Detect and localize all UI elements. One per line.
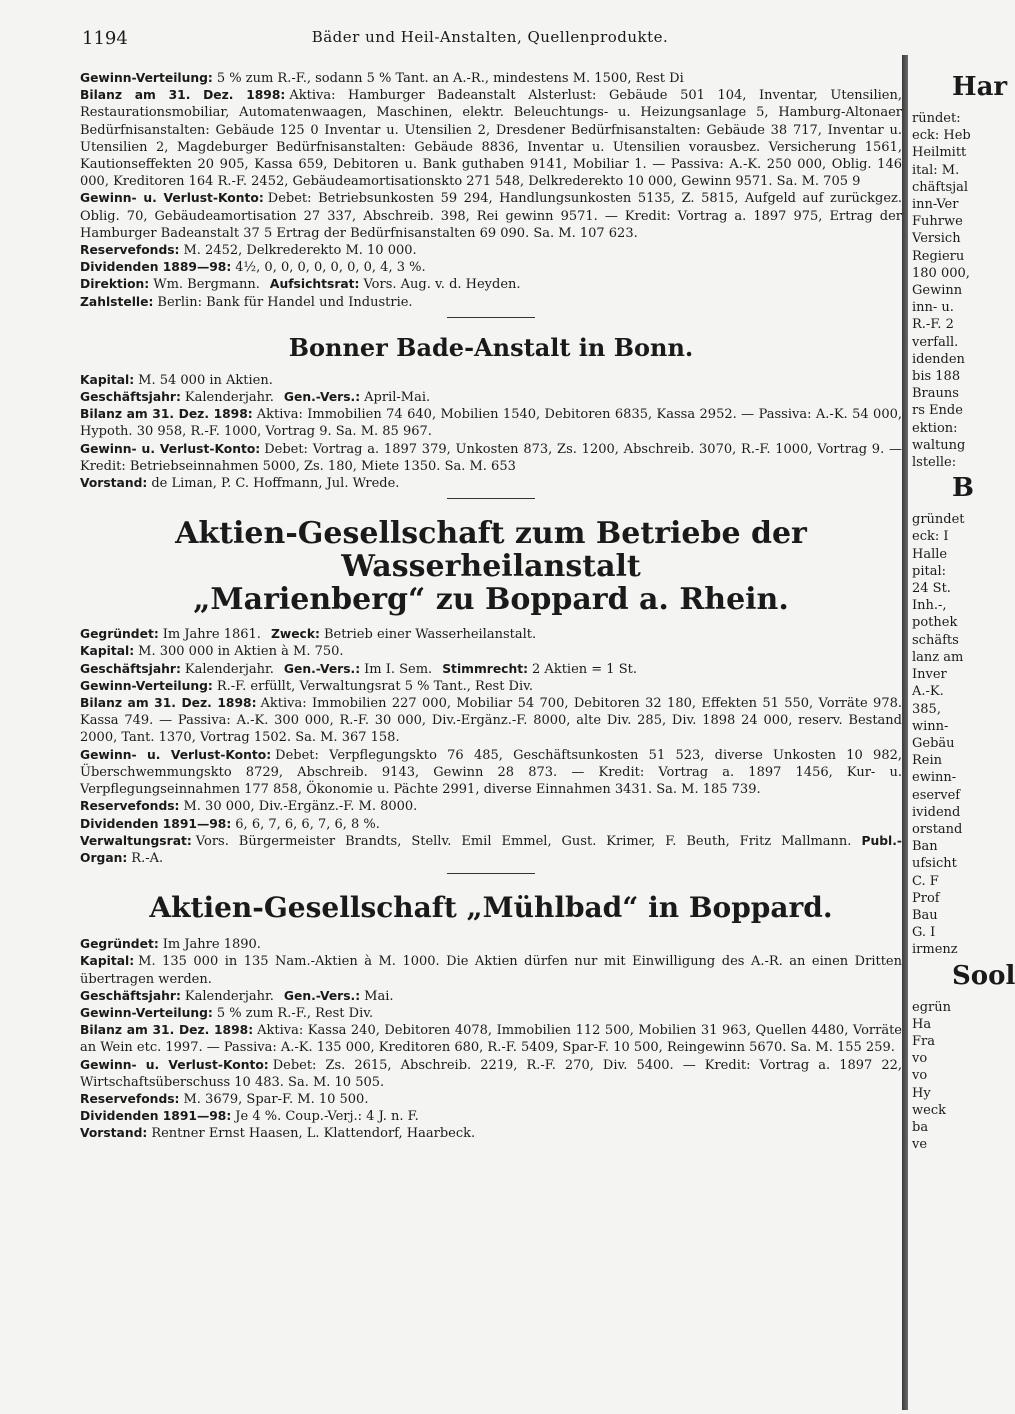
facing-page-fragment: 24 St. <box>912 581 951 597</box>
facing-page-fragment: B <box>952 473 974 504</box>
company-title-line-1: Aktien-Gesellschaft zum Betriebe der Wasserheilanstalt <box>175 516 807 585</box>
dividenden: Dividenden 1889—98: 4½, 0, 0, 0, 0, 0, 0, 0, 4, 3 %. <box>80 260 426 276</box>
facing-page-fragment: Sool <box>952 960 1015 991</box>
gewinn-verteilung: Gewinn-Verteilung: 5 % zum R.-F., sodann 5 % Tant. an A.-R., mindestens M. 1500, Rest Di <box>80 71 684 86</box>
facing-page-fragment: 180 000, <box>912 265 970 281</box>
facing-page-fragment: ividend <box>912 804 961 820</box>
section-divider <box>447 317 535 318</box>
facing-page-fragment: verfall. <box>912 334 959 350</box>
facing-page-fragment: irmenz <box>912 942 958 958</box>
facing-page-fragment: Versich <box>912 231 961 247</box>
previous-company-entry <box>80 70 902 318</box>
facing-page-fragment: lstelle: <box>912 455 957 471</box>
facing-page-fragment: ufsicht <box>912 856 957 872</box>
facing-page-fragment: lanz am <box>912 649 964 665</box>
facing-page-fragment: Rein <box>912 753 943 769</box>
facing-page-fragments <box>912 70 1015 1410</box>
geschaeftsjahr: Geschäftsjahr: Kalenderjahr. Gen.-Vers.: Im I. Sem. Stimmrecht: 2 Aktien = 1 St. <box>80 661 637 677</box>
reservefonds: Reservefonds: M. 3679, Spar-F. M. 10 500. <box>80 1091 369 1107</box>
facing-page-fragment: vo <box>912 1068 928 1084</box>
facing-page-fragment: inn-Ver <box>912 197 959 213</box>
facing-page-fragment: schäfts <box>912 632 959 648</box>
dividenden: Dividenden 1891—98: Je 4 %. Coup.-Verj.: 4 J. n. F. <box>80 1109 419 1125</box>
muehlbad-entry <box>80 892 902 1142</box>
gewinn-verlust-konto: Gewinn- u. Verlust-Konto: Debet: Verpflegungskto 76 485, Geschäftsunkosten 51 523, diverse Unkosten 10 982, Überschwemmungskto 8729, Abschreib. 9143, Gewinn 28 873. — Kredit: Vortrag a. 1897 1456, Kur- u. Verpflegungseinnahmen 177 858, Ökonomie u. Pächte 2991, diverse Einnahmen 3431. Sa. M. 185 739. <box>80 747 902 798</box>
facing-page-fragment: weck <box>912 1102 946 1118</box>
facing-page-fragment: inn- u. <box>912 300 954 316</box>
facing-page-fragment: chäftsjal <box>912 179 969 195</box>
facing-page-fragment: Ban <box>912 839 938 855</box>
page-gutter <box>902 55 908 1410</box>
facing-page-fragment: Gebäu <box>912 735 955 751</box>
page-header <box>82 28 898 54</box>
bonner-bade-anstalt-entry <box>80 334 902 499</box>
facing-page-fragment: eservef <box>912 787 961 803</box>
facing-page-fragment: bis 188 <box>912 369 961 385</box>
facing-page-fragment: ba <box>912 1119 929 1135</box>
facing-page-fragment: orstand <box>912 821 963 837</box>
kapital: Kapital: M. 135 000 in 135 Nam.-Aktien à M. 1000. Die Aktien dürfen nur mit Einwilligung des A.-R. an einen Dritten übertragen werden. <box>80 954 902 987</box>
bilanz: Bilanz am 31. Dez. 1898: Aktiva: Immobilien 74 640, Mobilien 1540, Debitoren 6835, Kassa 2952. — Passiva: A.-K. 54 000, Hypoth. 30 958, R.-F. 1000, Vortrag 9. Sa. M. 85 967. <box>80 407 902 440</box>
facing-page-fragment: pothek <box>912 615 958 631</box>
facing-page-fragment: Hy <box>912 1085 931 1101</box>
facing-page-fragment: waltung <box>912 437 966 453</box>
gewinn-verlust-konto: Gewinn- u. Verlust-Konto: Debet: Vortrag a. 1897 379, Unkosten 873, Zs. 1200, Abschreib. 3070, R.-F. 1000, Vortrag 9. — Kredit: Betriebseinnahmen 5000, Zs. 180, Miete 1350. Sa. M. 653 <box>80 441 902 474</box>
reservefonds: Reservefonds: M. 2452, Delkrederekto M. 10 000. <box>80 243 417 259</box>
zahlstelle: Zahlstelle: Berlin: Bank für Handel und Industrie. <box>80 294 413 310</box>
gewinn-verteilung: Gewinn-Verteilung: 5 % zum R.-F., Rest Div. <box>80 1005 374 1021</box>
facing-page-fragment: egrün <box>912 999 951 1015</box>
vorstand: Vorstand: de Liman, P. C. Hoffmann, Jul. Wrede. <box>80 476 400 492</box>
facing-page-fragment: Har <box>952 72 1008 102</box>
direktion: Direktion: Wm. Bergmann. Aufsichtsrat: Vors. Aug. v. d. Heyden. <box>80 277 521 293</box>
bilanz: Bilanz am 31. Dez. 1898: Aktiva: Hamburger Badeanstalt Alsterlust: Gebäude 501 104, Inventar, Utensilien, Restaurationsmobiliar, Automatenwaagen, Maschinen, elektr. Beleuchtungs- u. Heizungsanlage 5, Hamburg-Altonaer Bedürfnisanstalten: Gebäude 125 0 Inventar u. Utensilien 2, Dresdener Bedürfnisanstalten: Gebäude 38 717, Inventar u. Utensilien 2, Magdeburger Bedürfnisanstalten: Gebäude 8836, Inventar u. Utensilien vorausbez. Versicherung 1561, Kautionseffekten 20 905, Kassa 659, Debitoren u. Bank guthaben 9141, Mobiliar 1. — Passiva: A.-K. 250 000, Oblig. 146 000, Kreditoren 164 R.-F. 2452, Gebäudeamortisationskto 271 548, Delkrederekto 10 000, Gewinn 9571. Sa. M. 705 9 <box>80 88 902 190</box>
facing-page-fragment: Halle <box>912 546 948 562</box>
facing-page-fragment: Gewinn <box>912 283 963 299</box>
bilanz: Bilanz am 31. Dez. 1898: Aktiva: Kassa 240, Debitoren 4078, Immobilien 112 500, Mobilien 31 963, Quellen 4480, Vorräte an Wein etc. 1997. — Passiva: A.-K. 135 000, Kreditoren 680, R.-F. 5409, Spar-F. 10 500, Reingewinn 5670. Sa. M. 155 259. <box>80 1023 902 1056</box>
facing-page-fragment: R.-F. 2 <box>912 317 954 333</box>
facing-page-fragment: Fuhrwe <box>912 214 963 230</box>
facing-page-fragment: rs Ende <box>912 403 963 419</box>
marienberg-entry <box>80 517 902 874</box>
gegruendet: Gegründet: Im Jahre 1861. Zweck: Betrieb einer Wasserheilanstalt. <box>80 627 537 643</box>
running-head: Bäder und Heil-Anstalten, Quellenprodukte. <box>311 28 669 46</box>
section-divider <box>447 873 535 874</box>
facing-page-fragment: 385, <box>912 701 941 717</box>
facing-page-fragment: A.-K. <box>912 684 944 700</box>
geschaeftsjahr: Geschäftsjahr: Kalenderjahr. Gen.-Vers.: Mai. <box>80 988 394 1004</box>
facing-page-fragment: Inh.-, <box>912 598 947 614</box>
facing-page-fragment: vo <box>912 1051 928 1067</box>
kapital: Kapital: M. 300 000 in Aktien à M. 750. <box>80 644 344 660</box>
facing-page-fragment: winn- <box>912 718 949 734</box>
company-title-line-2: „Marienberg“ zu Boppard a. Rhein. <box>193 582 789 618</box>
bilanz: Bilanz am 31. Dez. 1898: Aktiva: Immobilien 227 000, Mobiliar 54 700, Debitoren 32 180, Effekten 51 550, Vorräte 978. Kassa 749. — Passiva: A.-K. 300 000, R.-F. 30 000, Div.-Ergänz.-F. 8000, alte Div. 285, Div. 1898 24 000, reserv. Bestand 2000, Tant. 1370, Vortrag 1502. Sa. M. 367 158. <box>80 696 902 746</box>
verwaltungsrat: Verwaltungsrat: Vors. Bürgermeister Brandts, Stellv. Emil Emmel, Gust. Krimer, F. Beuth, Fritz Mallmann. Publ.-Organ: R.-A. <box>80 833 902 866</box>
company-title: Bonner Bade-Anstalt in Bonn. <box>288 332 694 362</box>
facing-page-fragment: G. I <box>912 925 936 941</box>
kapital: Kapital: M. 54 000 in Aktien. <box>80 372 273 388</box>
main-column <box>80 70 902 1143</box>
gewinn-verteilung: Gewinn-Verteilung: R.-F. erfüllt, Verwaltungsrat 5 % Tant., Rest Div. <box>80 678 534 694</box>
reservefonds: Reservefonds: M. 30 000, Div.-Ergänz.-F. M. 8000. <box>80 799 418 815</box>
facing-page-fragment: C. F <box>912 873 939 889</box>
facing-page-fragment: Inver <box>912 667 947 683</box>
page-number: 1194 <box>82 28 128 49</box>
gewinn-verlust-konto: Gewinn- u. Verlust-Konto: Debet: Zs. 2615, Abschreib. 2219, R.-F. 270, Div. 5400. — Kredit: Vortrag a. 1897 22, Wirtschaftsüberschuss 10 483. Sa. M. 10 505. <box>80 1057 902 1090</box>
facing-page-fragment: eck: I <box>912 529 949 545</box>
gewinn-verlust-konto: Gewinn- u. Verlust-Konto: Debet: Betriebsunkosten 59 294, Handlungsunkosten 5135, Z. 5815, Aufgeld auf zurückgez. Oblig. 70, Gebäudeamortisation 27 337, Abschreib. 398, Rei gewinn 9571. — Kredit: Vortrag a. 1897 975, Ertrag der Hamburger Badeanstalt 37 5 Ertrag der Bedürfnisanstalten 69 090. Sa. M. 107 623. <box>80 191 902 241</box>
facing-page-fragment: eck: Heb <box>912 128 971 144</box>
facing-page-fragment: Bau <box>912 907 938 923</box>
facing-page-fragment: Brauns <box>912 386 959 402</box>
facing-page-fragment: idenden <box>912 351 965 367</box>
facing-page-fragment: ründet: <box>912 111 961 126</box>
facing-page-fragment: ital: M. <box>912 162 960 178</box>
dividenden: Dividenden 1891—98: 6, 6, 7, 6, 6, 7, 6, 8 %. <box>80 816 380 832</box>
section-divider <box>447 498 535 499</box>
company-title <box>80 517 902 616</box>
geschaeftsjahr: Geschäftsjahr: Kalenderjahr. Gen.-Vers.: April-Mai. <box>80 390 431 406</box>
company-title: Aktien-Gesellschaft „Mühlbad“ in Boppard. <box>149 891 833 925</box>
facing-page-fragment: gründet <box>912 512 965 528</box>
facing-page-fragment: ewinn- <box>912 770 957 786</box>
facing-page-fragment: Prof <box>912 890 940 906</box>
gegruendet: Gegründet: Im Jahre 1890. <box>80 937 261 953</box>
facing-page-fragment: ve <box>912 1137 928 1153</box>
facing-page-fragment: pital: <box>912 563 946 579</box>
facing-page-fragment: Heilmitt <box>912 145 967 161</box>
facing-page-fragment: Ha <box>912 1016 932 1032</box>
vorstand: Vorstand: Rentner Ernst Haasen, L. Klattendorf, Haarbeck. <box>80 1126 476 1142</box>
facing-page-fragment: ektion: <box>912 420 958 436</box>
facing-page-fragment: Fra <box>912 1033 935 1049</box>
facing-page-fragment: Regieru <box>912 248 965 264</box>
